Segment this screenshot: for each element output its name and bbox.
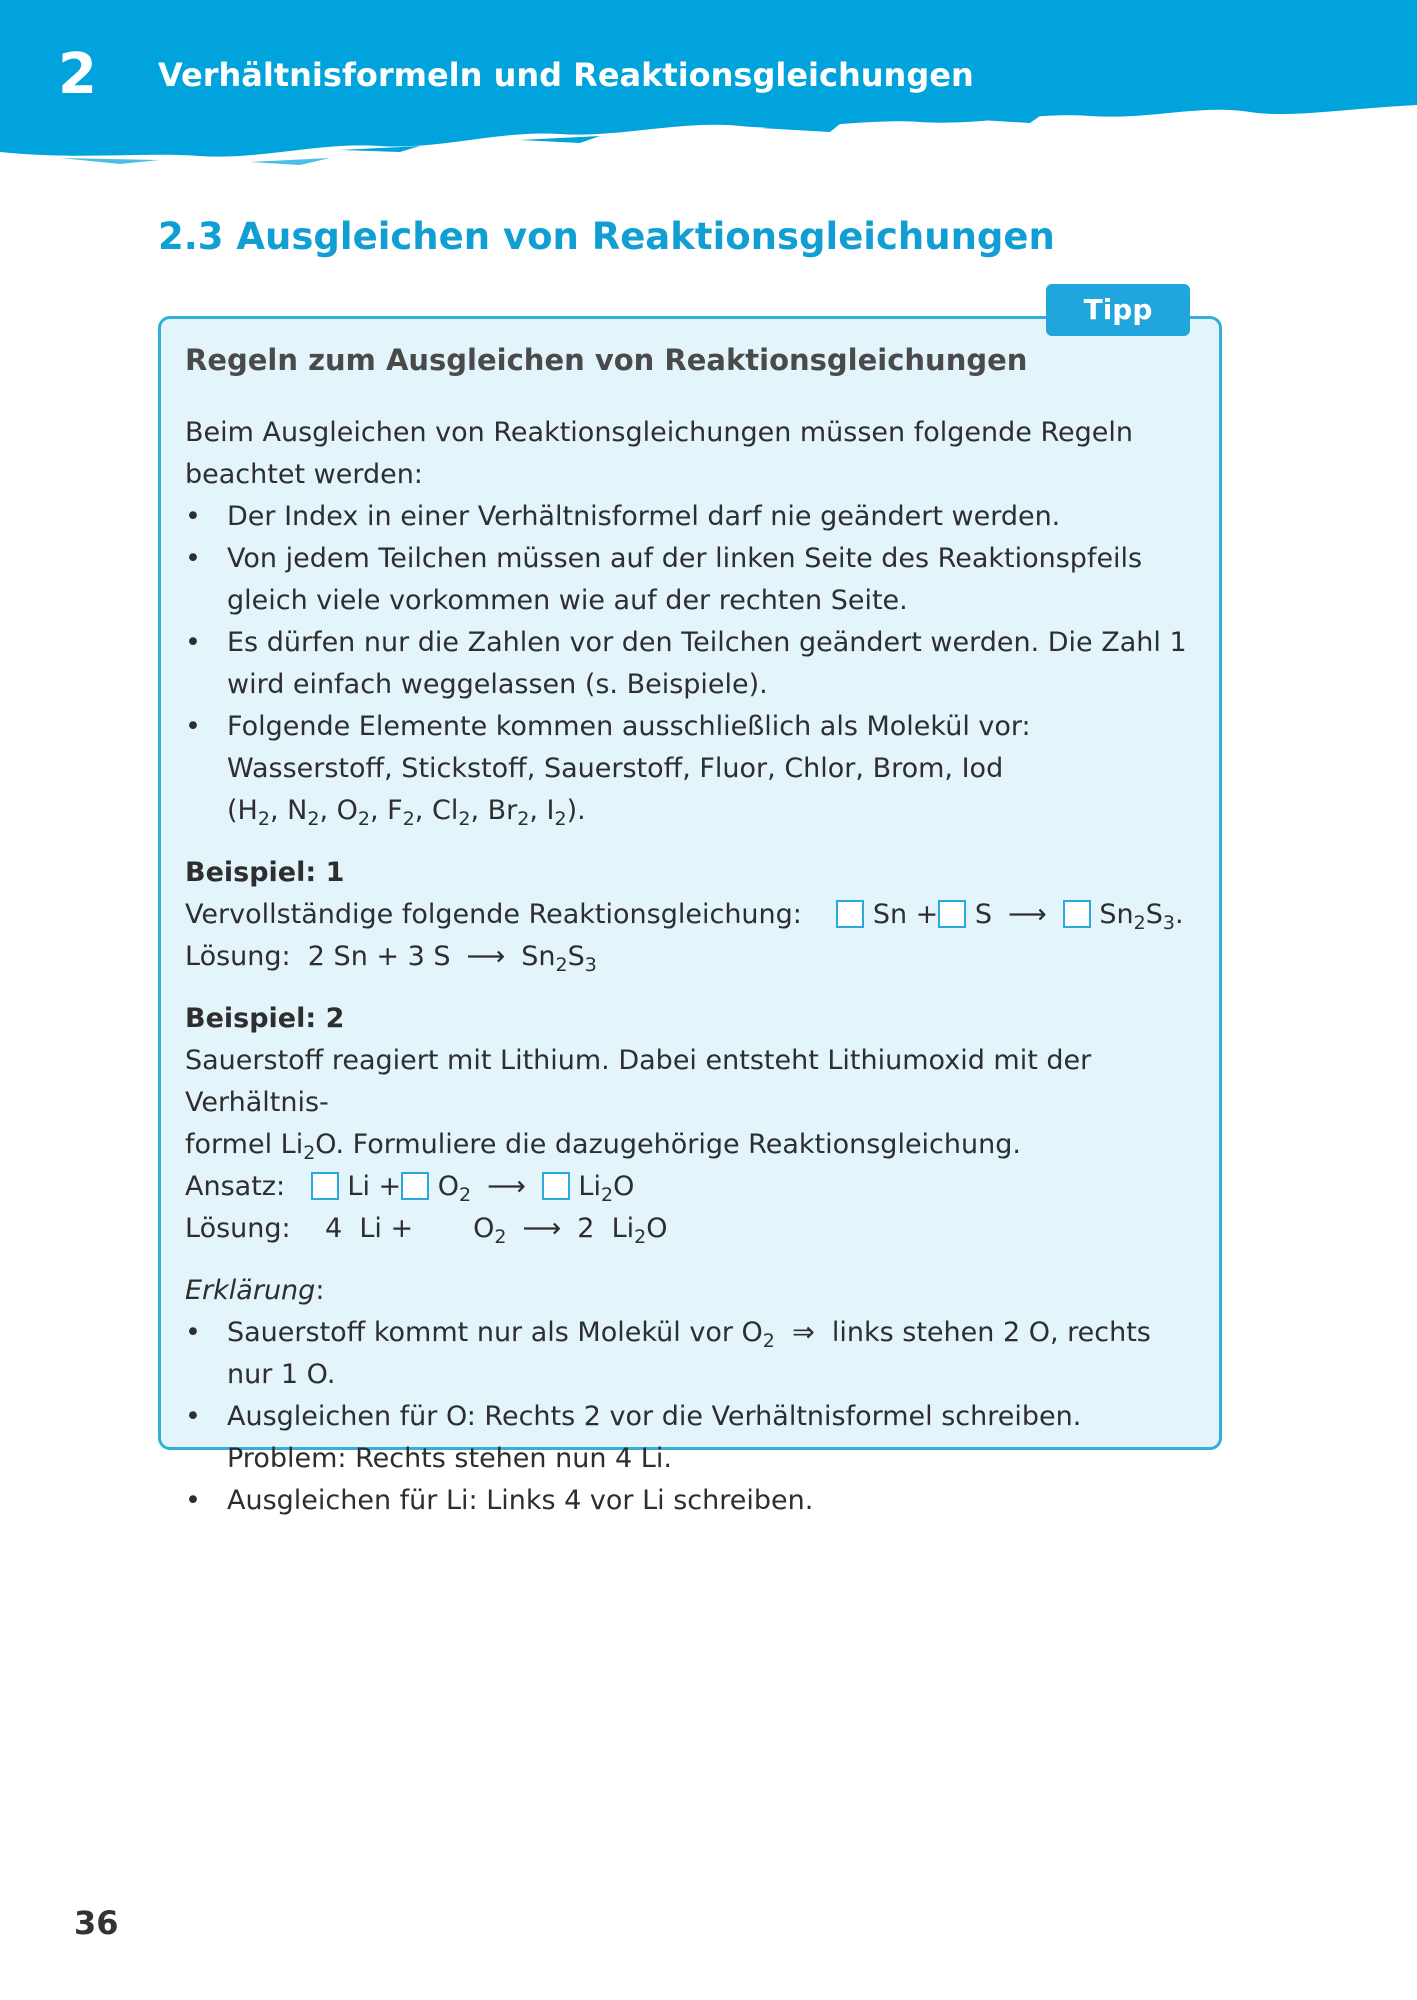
page-number: 36: [74, 1904, 119, 1942]
example2-solution: Lösung: 4 Li + $O_2$ ⟶ 2 $Li_2O$: [185, 1213, 668, 1248]
example1-title: Beispiel: 1: [185, 857, 345, 888]
explanation-item: • Ausgleichen für O: Rechts 2 vor die Verhältnisformel schreiben. Problem: Rechts stehen nun 4 Li.: [185, 1396, 1195, 1480]
explanation-item: • Ausgleichen für Li: Links 4 vor Li schreiben.: [185, 1480, 1195, 1522]
intro-text: Beim Ausgleichen von Reaktionsgleichungen müssen folgende Regeln beachtet werden:: [185, 417, 1133, 490]
tip-badge: Tipp: [1046, 284, 1190, 336]
chapter-number: 2: [58, 42, 97, 107]
section-title: 2.3 Ausgleichen von Reaktionsgleichungen: [158, 215, 1055, 258]
example2-title: Beispiel: 2: [185, 1003, 345, 1034]
example1-task: Vervollständige folgende Reaktionsgleichung: Sn + S ⟶ $Sn_2S_3$.: [185, 899, 1184, 934]
explanation-list: [185, 1312, 1195, 1522]
rule-item: • Der Index in einer Verhältnisformel darf nie geändert werden.: [185, 496, 1195, 538]
answer-box[interactable]: [1063, 900, 1091, 928]
answer-box[interactable]: [836, 900, 864, 928]
molecule-formulas: ($H_2$, $N_2$, $O_2$, $F_2$, $Cl_2$, $Br_2$, $I_2$).: [227, 795, 586, 830]
answer-box[interactable]: [311, 1172, 339, 1200]
explanation-label: Erklärung:: [185, 1275, 325, 1306]
rules-list: [185, 496, 1195, 832]
example1-solution: Lösung: 2 Sn + 3 S ⟶ $Sn_2S_3$: [185, 941, 597, 976]
rule-item: • Folgende Elemente kommen ausschließlich als Molekül vor: Wasserstoff, Stickstoff, Sauerstoff, Fluor, Chlor, Brom, Iod ($H_2$, $N_2$, $O_2$, $F_2$, $Cl_2$, $Br_2$, $I_2$).: [185, 706, 1195, 832]
example2-ansatz: Ansatz: $Li + O_2$ ⟶ $Li_2O$: [185, 1171, 635, 1206]
rule-item: • Es dürfen nur die Zahlen vor den Teilchen geändert werden. Die Zahl 1 wird einfach weggelassen (s. Beispiele).: [185, 622, 1195, 706]
tip-box-content: [185, 336, 1195, 1522]
rule-item: • Von jedem Teilchen müssen auf der linken Seite des Reaktionspfeils gleich viele vorkommen wie auf der rechten Seite.: [185, 538, 1195, 622]
chapter-title: Verhältnisformeln und Reaktionsgleichungen: [158, 56, 974, 94]
answer-box[interactable]: [401, 1172, 429, 1200]
answer-box[interactable]: [938, 900, 966, 928]
chapter-header: [0, 0, 1417, 175]
explanation-item: • Sauerstoff kommt nur als Molekül vor $O_2$ ⇒ links stehen 2 O, rechts nur 1 O.: [185, 1312, 1195, 1396]
answer-box[interactable]: [542, 1172, 570, 1200]
tip-box-heading: Regeln zum Ausgleichen von Reaktionsgleichungen: [185, 343, 1028, 377]
example2-text: Sauerstoff reagiert mit Lithium. Dabei entsteht Lithiumoxid mit der Verhältnis- formel $Li_2O$. Formuliere die dazugehörige Reaktionsgleichung.: [185, 1045, 1092, 1164]
